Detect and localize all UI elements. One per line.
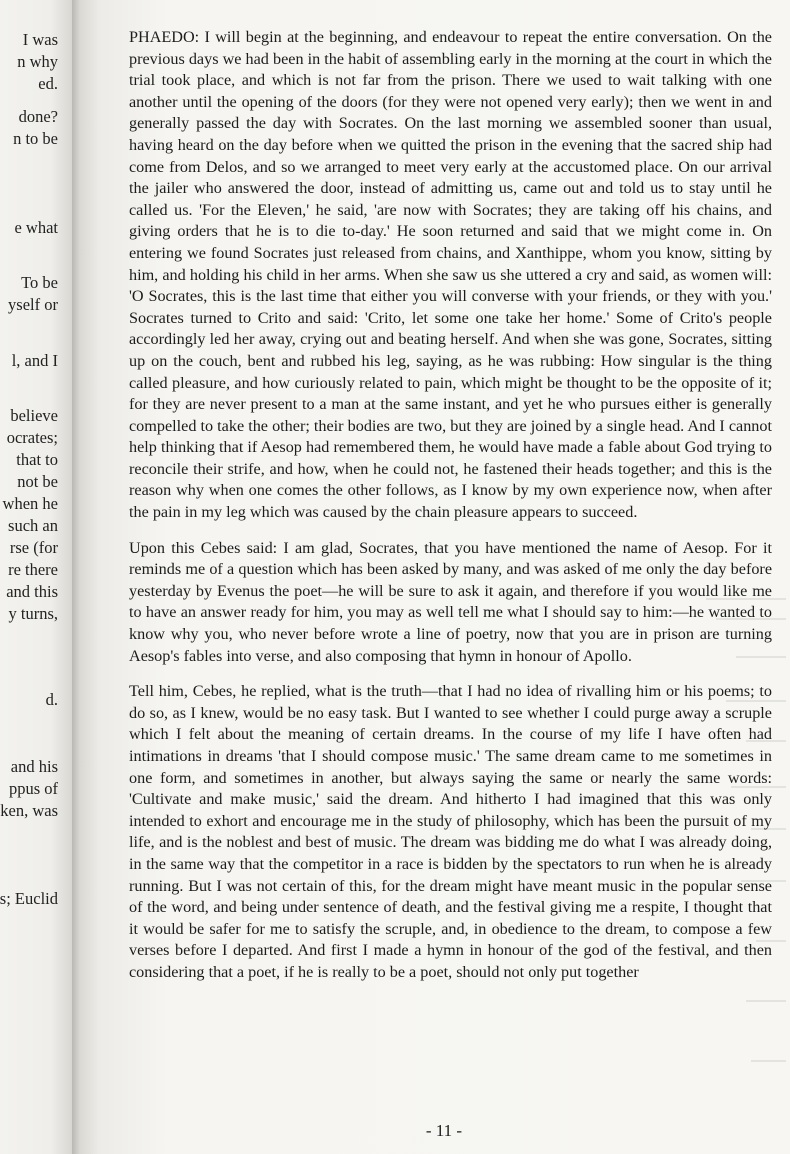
left-page-fragment-line: re there bbox=[8, 560, 58, 579]
left-page-fragment-line: n to be bbox=[13, 129, 58, 148]
left-page-fragment-line: such an bbox=[8, 516, 58, 535]
paragraph-phaedo-opening: PHAEDO: I will begin at the beginning, and endeavour to repeat the entire conversation. On the previous days we had been in the habit of assembling early in the morning at the court in which the trial took place, and which is not far from the prison. There we used to wait talking with one another until the opening of the doors (for they were not opened very early); then we went in and generally passed the day with Socrates. On the last morning we assembled sooner than usual, having heard on the day before when we quitted the prison in the evening that the sacred ship had come from Delos, and so we arranged to meet very early at the accustomed place. On our arrival the jailer who answered the door, instead of admitting us, came out and told us to stay until he called us. 'For the Eleven,' he said, 'are now with Socrates; they are taking off his chains, and giving orders that he is to die to-day.' He soon returned and said that we might come in. On entering we found Socrates just released from chains, and Xanthippe, whom you know, sitting by him, and holding his child in her arms. When she saw us she uttered a cry and said, as women will: 'O Socrates, this is the last time that either you will converse with your friends, or they with you.' Socrates turned to Crito and said: 'Crito, let some one take her home.' Some of Crito's people accordingly led her away, crying out and beating herself. And when she was gone, Socrates, sitting up on the couch, bent and rubbed his leg, saying, as he was rubbing: How singular is the thing called pleasure, and how curiously related to pain, which might be thought to be the opposite of it; for they are never present to a man at the same instant, and yet he who pursues either is generally compelled to take the other; their bodies are two, but they are joined by a single head. And I cannot help thinking that if Aesop had remembered them, he would have made a fable about God trying to reconcile their strife, and how, when he could not, he fastened their heads together; and this is the reason why when one comes the other follows, as I know by my own experience now, when after the pain in my leg which was caused by the chain pleasure appears to succeed. bbox=[129, 28, 772, 522]
left-page-fragment-line: d. bbox=[45, 690, 58, 709]
left-page-fragment-line: n why bbox=[17, 52, 58, 71]
left-page-edge bbox=[0, 0, 72, 1154]
left-page-fragment-line: believe bbox=[10, 406, 58, 425]
right-page bbox=[98, 0, 790, 1154]
left-page-fragment-line: To be bbox=[21, 273, 58, 292]
page-body-text bbox=[129, 27, 772, 998]
book-gutter bbox=[72, 0, 98, 1154]
left-page-fragment-line: and this bbox=[6, 582, 58, 601]
left-page-fragment-line: yself or bbox=[8, 295, 58, 314]
left-page-fragment-line: s; Euclid bbox=[0, 889, 58, 908]
left-page-fragment-line: I was bbox=[22, 30, 58, 49]
left-page-fragment-line: l, and I bbox=[11, 351, 58, 370]
left-page-fragment-line: that to bbox=[16, 450, 58, 469]
page-number: - 11 - bbox=[425, 1121, 463, 1140]
left-page-fragment-line: y turns, bbox=[8, 604, 58, 623]
left-page-fragment-line: e what bbox=[14, 218, 58, 237]
left-page-fragment-line: when he bbox=[2, 494, 58, 513]
left-page-fragment-line: not be bbox=[17, 472, 58, 491]
left-page-fragment-line: and his bbox=[10, 757, 58, 776]
left-page-fragment-line: ocrates; bbox=[6, 428, 58, 447]
left-page-fragment-line: rse (for bbox=[9, 538, 58, 557]
paragraph-cebes-question: Upon this Cebes said: I am glad, Socrates, that you have mentioned the name of Aesop. For it reminds me of a question which has been asked by many, and was asked of me only the day before yesterday by Evenus the poet—he will be sure to ask it again, and therefore if you would like me to have an answer ready for him, you may as well tell me what I should say to him:—he wanted to know why you, who never before wrote a line of poetry, now that you are in prison are turning Aesop's fables into verse, and also composing that hymn in honour of Apollo. bbox=[129, 538, 772, 665]
left-page-fragment-line: ken, was bbox=[0, 801, 58, 820]
left-page-fragment-line: ed. bbox=[38, 74, 58, 93]
paragraph-socrates-reply: Tell him, Cebes, he replied, what is the truth—that I had no idea of rivalling him or his poems; to do so, as I knew, would be no easy task. But I wanted to see whether I could purge away a scruple which I felt about the meaning of certain dreams. In the course of my life I have often had intimations in dreams 'that I should compose music.' The same dream came to me sometimes in one form, and sometimes in another, but always saying the same or nearly the same words: 'Cultivate and make music,' said the dream. And hitherto I had imagined that this was only intended to exhort and encourage me in the study of philosophy, which has been the pursuit of my life, and is the noblest and best of music. The dream was bidding me do what I was already doing, in the same way that the competitor in a race is bidden by the spectators to run when he is already running. But I was not certain of this, for the dream might have meant music in the popular sense of the word, and being under sentence of death, and the festival giving me a respite, I thought that it would be safer for me to satisfy the scruple, and, in obedience to the dream, to compose a few verses before I departed. And first I made a hymn in honour of the god of the festival, and then considering that a poet, if he is really to be a poet, should not only put together bbox=[129, 682, 772, 981]
left-page-fragment-line: ppus of bbox=[8, 779, 58, 798]
left-page-fragment-line: done? bbox=[18, 107, 58, 126]
